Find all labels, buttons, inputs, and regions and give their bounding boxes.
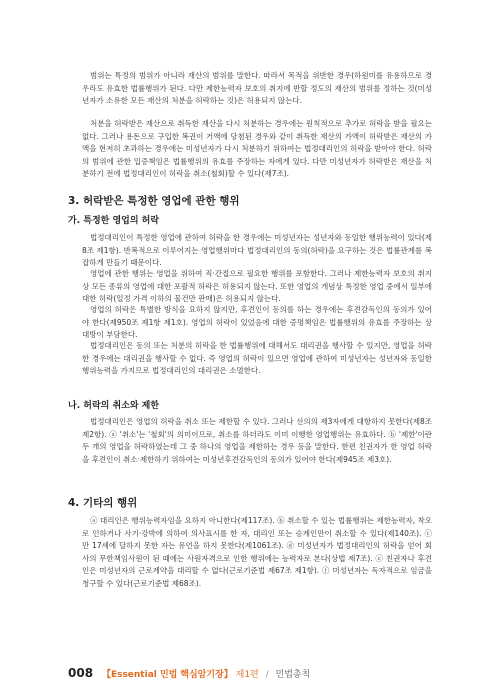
paragraph-permission-form: 영업의 허락은 특별한 방식을 요하지 않지만, 후견인이 동의를 하는 경우에는 후견감독인의 동의가 있어야 한다(제950조 제1항 제1호). 영업의 허락이 있었음에 대한 증명책임은 법률행위의 유효를 주장하는 상대방이 부담한다.	[82, 305, 432, 339]
paragraph-business-scope: 영업에 관한 행위는 영업을 위하여 직·간접으로 필요한 행위를 포함한다. 그러나 제한능력자 보호의 취지상 모든 종류의 영업에 대한 포괄적 허락은 허용되지 않는다. 또한 영업의 개념상 특정한 영업 중에서 일부에 대한 허락(일정 가격 이하의 물건만 판매)은 허용되지 않는다.	[82, 269, 432, 303]
paragraph-scope: 범위는 특정의 범위가 아니라 재산의 범위를 말한다. 따라서 목적을 위반한 경우(하원미를 유용하므로 경우라도 유효한 법률행위가 된다. 다만 제한능력자 보호의 취지에 반할 정도의 재산의 범위를 정하는 것(미성년자가 소유한 모든 재산의 처분을 허락하는 것)은 허용되지 않는다.	[82, 71, 432, 105]
book-subtitle: 핵심암기장】	[180, 670, 233, 680]
subsection-heading-a: 가. 특정한 영업의 허락	[68, 216, 160, 226]
paragraph-business-permission: 법정대리인이 특정한 영업에 관하여 허락을 한 경우에는 미성년자는 성년자와 동일한 행위능력이 있다(제8조 제1항). 반복적으로 이루어지는 영업행위마다 법정대리인의 동의(허락)을 요구하는 것은 법률관계를 복잡하게 만들기 때문이다.	[82, 233, 432, 267]
section-heading-3: 3. 허락받은 특정한 영업에 관한 행위	[68, 195, 240, 207]
book-series: 【Essential 민법	[101, 670, 178, 680]
subsection-heading-b: 나. 허락의 취소와 제한	[68, 401, 160, 411]
page-footer	[68, 666, 310, 680]
footer-separator: /	[265, 670, 269, 680]
chapter-title: 민법총칙	[275, 670, 311, 680]
paragraph-acquired-property: 처분을 허락받은 재산으로 취득한 재산을 다시 처분하는 경우에는 원칙적으로 추가로 허락을 받을 필요는 없다. 그러나 용돈으로 구입한 복권이 거액에 당첨된 경우와 같이 취득한 재산의 가액이 허락받은 재산의 가액을 현저히 초과하는 경우에는 미성년자가 다시 처분하기 위하여는 법정대리인의 허락을 받아야 한다. 허락의 범위에 관한 입증책임은 법률행위의 유효를 주장하는 자에게 있다. 다만 미성년자가 허락받은 재산을 처분하기 전에 법정대리인이 허락을 취소(철회)할 수 있다(제7조).	[82, 119, 432, 178]
page-number: 008	[68, 666, 94, 680]
paragraph-agency-right: 법정대리인은 동의 또는 처분의 허락을 한 법률행위에 대해서도 대리권을 행사할 수 있지만, 영업을 허락한 경우에는 대리권을 행사할 수 없다. 즉 영업의 허락이 있으면 영업에 관하여 미성년자는 성년자와 동일한 행위능력을 가지므로 법정대리인의 대리권은 소멸한다.	[82, 341, 432, 375]
paragraph-cancel-restrict: 법정대리인은 영업의 허락을 취소 또는 제한할 수 있다. 그러나 선의의 제3자에게 대항하지 못한다(제8조 제2항). ⓐ '취소'는 '철회'의 의미이므로, 취소를 하더라도 이미 이행한 영업행위는 유효하다. ⓑ '제한'이란 두 개의 영업을 허락하였는데 그 중 하나의 영업을 제한하는 경우 등을 말한다. 한편 친권자가 한 영업 허락을 후견인이 취소·제한하기 위하여는 미성년후견감독인의 동의가 있어야 한다(제945조 제3호).	[82, 417, 432, 464]
paragraph-other-acts: ⓐ 대리인은 행위능력자임을 요하지 아니한다(제117조). ⓑ 취소할 수 있는 법률행위는 제한능력자, 착오로 인하거나 사기·강박에 의하여 의사표시를 한 자, 대리인 또는 승계인만이 취소할 수 있다(제140조). ⓒ 만 17세에 달하지 못한 자는 유언을 하지 못한다(제1061조). ⓓ 미성년자가 법정대리인의 허락을 얻어 회사의 무한책임사원이 된 때에는 사원자격으로 인한 행위에는 능력자로 본다(상법 제7조). ⓔ 친권자나 후견인은 미성년자의 근로계약을 대리할 수 없다(근로기준법 제67조 제1항). ⓕ 미성년자는 독자적으로 임금을 청구할 수 있다(근로기준법 제68조).	[82, 516, 432, 588]
section-heading-4: 4. 기타의 행위	[68, 497, 138, 509]
book-part: 제1편	[235, 670, 259, 680]
